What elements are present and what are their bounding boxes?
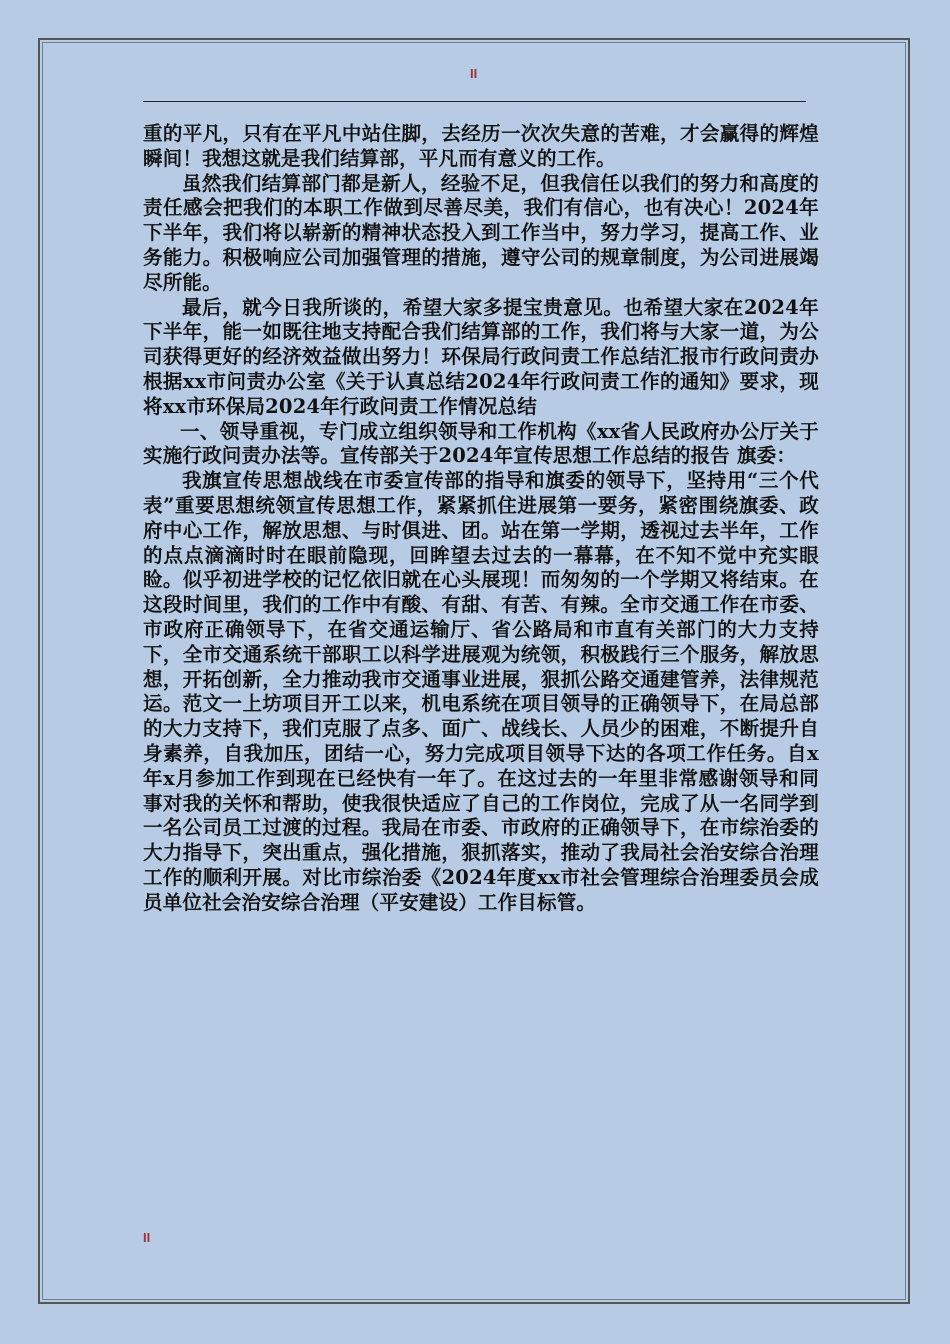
paragraph: 虽然我们结算部门都是新人，经验不足，但我信任以我们的努力和高度的责任感会把我们的本职工作做到尽善尽美，我们有信心，也有决心！2024年下半年，我们将以崭新的精神状态投入到工作当中，努力学习，提高工作、业务能力。积极响应公司加强管理的措施，遵守公司的规章制度，为公司进展竭尽所能。 xyxy=(143,171,819,294)
document-body xyxy=(143,122,819,916)
paragraph: 我旗宣传思想战线在市委宣传部的指导和旗委的领导下，坚持用“三个代表”重要思想统领宣传思想工作，紧紧抓住进展第一要务，紧密围绕旗委、政府中心工作，解放思想、与时俱进、团。站在第一学期，透视过去半年，工作的点点滴滴时时在眼前隐现，回眸望去过去的一幕幕，在不知不觉中充实眼睑。似乎初进学校的记忆依旧就在心头展现！而匆匆的一个学期又将结束。在这段时间里，我们的工作中有酸、有甜、有苦、有辣。全市交通工作在市委、市政府正确领导下，在省交通运输厅、省公路局和市直有关部门的大力支持下，全市交通系统干部职工以科学进展观为统领，积极践行三个服务，解放思想，开拓创新，全力推动我市交通事业进展，狠抓公路交通建管养，法律规范运。范文一上坊项目开工以来，机电系统在项目领导的正确领导下，在局总部的大力支持下，我们克服了点多、面广、战线长、人员少的困难，不断提升自身素养，自我加压，团结一心，努力完成项目领导下达的各项工作任务。自x年x月参加工作到现在已经快有一年了。在这过去的一年里非常感谢领导和同事对我的关怀和帮助，使我很快适应了自己的工作岗位，完成了从一名同学到一名公司员工过渡的过程。我局在市委、市政府的正确领导下，在市综治委的大力指导下，突出重点，强化措施，狠抓落实，推动了我局社会治安综合治理工作的顺利开展。对比市综治委《2024年度xx市社会管理综合治理委员会成员单位社会治安综合治理（平安建设）工作目标管。 xyxy=(143,469,819,914)
paragraph: 最后，就今日我所谈的，希望大家多提宝贵意见。也希望大家在2024年下半年，能一如既往地支持配合我们结算部的工作，我们将与大家一道，为公司获得更好的经济效益做出努力！环保局行政问责工作总结汇报市行政问责办根据xx市问责办公室《关于认真总结2024年行政问责工作的通知》要求，现将xx市环保局2024年行政问责工作情况总结 xyxy=(143,295,819,418)
footer-mark: II xyxy=(143,1230,151,1245)
paragraph: 一、领导重视，专门成立组织领导和工作机构《xx省人民政府办公厅关于实施行政问责办法等。宣传部关于2024年宣传思想工作总结的报告 旗委： xyxy=(143,419,819,468)
header-rule xyxy=(143,101,806,102)
header-mark: II xyxy=(470,66,478,81)
paragraph: 重的平凡，只有在平凡中站住脚，去经历一次次失意的苦难，才会赢得的辉煌瞬间！我想这就是我们结算部，平凡而有意义的工作。 xyxy=(143,122,819,170)
